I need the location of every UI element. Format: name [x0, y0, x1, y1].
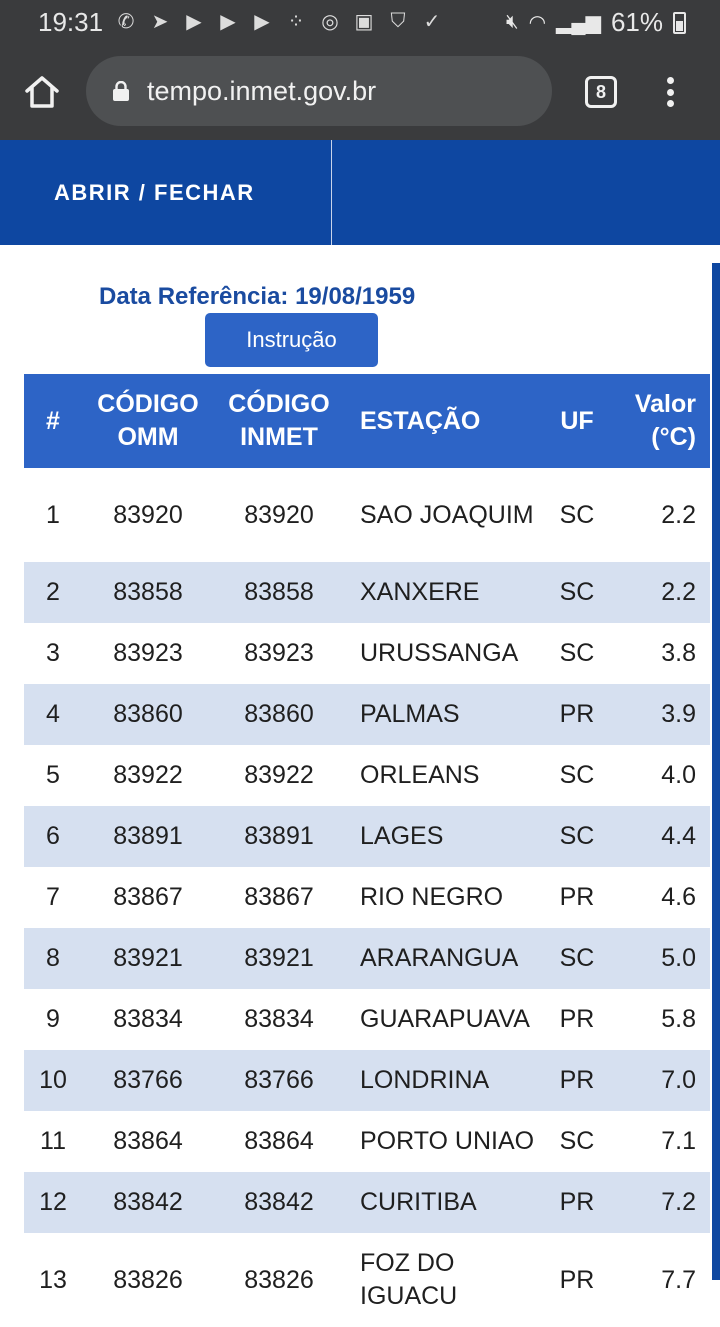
check-download-icon: ✓	[423, 10, 441, 33]
cell-num: 6	[46, 822, 60, 850]
cell-value: 4.6	[661, 883, 696, 911]
battery-icon	[673, 12, 686, 34]
cell-value: 2.2	[661, 578, 696, 606]
cell-omm: 83864	[113, 1127, 183, 1155]
table-row	[24, 468, 710, 562]
cell-omm: 83842	[113, 1188, 183, 1216]
cell-uf: PR	[559, 1066, 595, 1094]
header-inmet-code[interactable]: CÓDIGO INMET	[228, 390, 330, 451]
cell-num: 2	[46, 578, 60, 606]
cell-inmet: 83860	[244, 700, 314, 728]
cell-num: 5	[46, 761, 60, 789]
gallery-icon: ▣	[354, 10, 374, 33]
cell-station: FOZ DO IGUACU	[360, 1249, 458, 1310]
cell-uf: SC	[559, 578, 595, 606]
cell-station: LAGES	[360, 822, 444, 850]
whatsapp-icon: ✆	[117, 10, 135, 33]
cell-station: ORLEANS	[360, 761, 480, 789]
table-row	[24, 684, 710, 745]
cell-inmet: 83867	[244, 883, 314, 911]
cell-num: 12	[39, 1188, 67, 1216]
cell-omm: 83922	[113, 761, 183, 789]
table-row	[24, 1233, 710, 1327]
cell-omm: 83920	[113, 500, 183, 529]
cell-uf: PR	[559, 1005, 595, 1033]
youtube-icon: ▶	[254, 10, 270, 33]
url-text: tempo.inmet.gov.br	[147, 76, 377, 106]
browser-toolbar	[0, 44, 720, 140]
main-content	[0, 245, 720, 1310]
table-row	[24, 623, 710, 684]
signal-icon: ▂▄▆	[556, 12, 601, 34]
header-uf[interactable]: UF	[560, 406, 594, 435]
cell-station: LONDRINA	[360, 1066, 490, 1094]
cell-station: RIO NEGRO	[360, 883, 504, 911]
cell-station: CURITIBA	[360, 1188, 477, 1216]
cell-value: 2.2	[661, 500, 696, 529]
table-row	[24, 806, 710, 867]
cell-num: 1	[46, 500, 60, 529]
cell-num: 11	[40, 1127, 66, 1155]
header-omm-code[interactable]: CÓDIGO OMM	[97, 390, 199, 451]
table-row	[24, 745, 710, 806]
table-row	[24, 928, 710, 989]
instruction-button[interactable]: Instrução	[205, 313, 378, 367]
header-value[interactable]: Valor (°C)	[634, 390, 696, 451]
cell-uf: SC	[559, 500, 595, 529]
header-num[interactable]: #	[46, 406, 60, 435]
cell-station: GUARAPUAVA	[360, 1005, 530, 1033]
status-time: 19:31	[38, 7, 104, 37]
telegram-icon: ➤	[151, 10, 169, 33]
cell-inmet: 83921	[244, 944, 314, 972]
overflow-menu-icon[interactable]	[660, 74, 680, 110]
cell-omm: 83867	[113, 883, 183, 911]
youtube-icon: ▶	[220, 10, 236, 33]
table-row	[24, 1050, 710, 1111]
mute-icon: 🔇︎	[505, 11, 519, 33]
table-row	[24, 867, 710, 928]
cell-inmet: 83834	[244, 1005, 314, 1033]
shield-icon: ⛉	[390, 9, 406, 32]
cell-inmet: 83766	[244, 1066, 314, 1094]
cell-value: 4.4	[661, 822, 696, 850]
table-row	[24, 562, 710, 623]
cell-station: XANXERE	[360, 578, 480, 606]
cell-inmet: 83864	[244, 1127, 314, 1155]
notification-icons	[114, 9, 444, 33]
cell-num: 13	[39, 1265, 67, 1294]
cell-value: 5.8	[661, 1005, 696, 1033]
cell-omm: 83923	[113, 639, 183, 667]
scrollbar[interactable]	[712, 263, 720, 1280]
cell-uf: SC	[559, 639, 595, 667]
battery-percent: 61%	[610, 7, 663, 37]
cell-station: ARARANGUA	[360, 944, 519, 972]
cell-num: 10	[39, 1066, 67, 1094]
cell-omm: 83826	[113, 1265, 183, 1294]
cell-value: 5.0	[661, 944, 696, 972]
cell-omm: 83860	[113, 700, 183, 728]
cell-inmet: 83923	[244, 639, 314, 667]
cell-num: 3	[46, 639, 60, 667]
table-header-row	[24, 374, 710, 468]
cell-value: 7.2	[661, 1188, 696, 1216]
cell-omm: 83834	[113, 1005, 183, 1033]
cell-omm: 83921	[113, 944, 183, 972]
cell-value: 7.0	[661, 1066, 696, 1094]
cell-uf: SC	[559, 822, 595, 850]
cell-inmet: 83842	[244, 1188, 314, 1216]
open-close-toggle[interactable]: ABRIR / FECHAR	[54, 180, 255, 205]
status-bar	[0, 0, 720, 44]
cell-station: PALMAS	[360, 700, 460, 728]
cell-station: URUSSANGA	[360, 639, 519, 667]
cell-value: 3.9	[661, 700, 696, 728]
cell-inmet: 83920	[244, 500, 314, 529]
cell-value: 4.0	[661, 761, 696, 789]
instagram-icon: ◎	[321, 10, 339, 33]
cell-num: 9	[46, 1005, 60, 1033]
dots-app-icon: ⁘	[287, 10, 305, 33]
cell-inmet: 83891	[244, 822, 314, 850]
cell-value: 3.8	[661, 639, 696, 667]
status-right	[506, 7, 686, 38]
header-station[interactable]: ESTAÇÃO	[360, 406, 481, 435]
cell-uf: PR	[559, 700, 595, 728]
cell-value: 7.7	[661, 1265, 696, 1294]
date-reference: Data Referência: 19/08/1959	[99, 283, 416, 310]
youtube-icon: ▶	[186, 10, 202, 33]
cell-station: SAO JOAQUIM	[360, 500, 534, 529]
lock-icon	[112, 81, 130, 101]
cell-omm: 83891	[113, 822, 183, 850]
cell-value: 7.1	[661, 1127, 696, 1155]
address-bar[interactable]	[86, 56, 552, 126]
cell-uf: PR	[559, 1265, 595, 1294]
stations-table	[24, 374, 710, 1327]
cell-inmet: 83922	[244, 761, 314, 789]
cell-station: PORTO UNIAO	[360, 1127, 535, 1155]
cell-omm: 83766	[113, 1066, 183, 1094]
wifi-icon: ◠	[528, 12, 547, 34]
cell-inmet: 83826	[244, 1265, 314, 1294]
cell-inmet: 83858	[244, 578, 314, 606]
tab-switcher-button[interactable]: 8	[585, 76, 617, 108]
table-row	[24, 1111, 710, 1172]
cell-omm: 83858	[113, 578, 183, 606]
cell-num: 4	[46, 700, 60, 728]
cell-uf: PR	[559, 1188, 595, 1216]
nav-toggle-area[interactable]	[0, 140, 332, 245]
home-icon[interactable]	[24, 74, 60, 110]
table-row	[24, 989, 710, 1050]
cell-uf: SC	[559, 1127, 595, 1155]
cell-num: 8	[46, 944, 60, 972]
cell-uf: PR	[559, 883, 595, 911]
cell-num: 7	[46, 883, 60, 911]
table-row	[24, 1172, 710, 1233]
cell-uf: SC	[559, 761, 595, 789]
cell-uf: SC	[559, 944, 595, 972]
site-navbar	[0, 140, 720, 245]
